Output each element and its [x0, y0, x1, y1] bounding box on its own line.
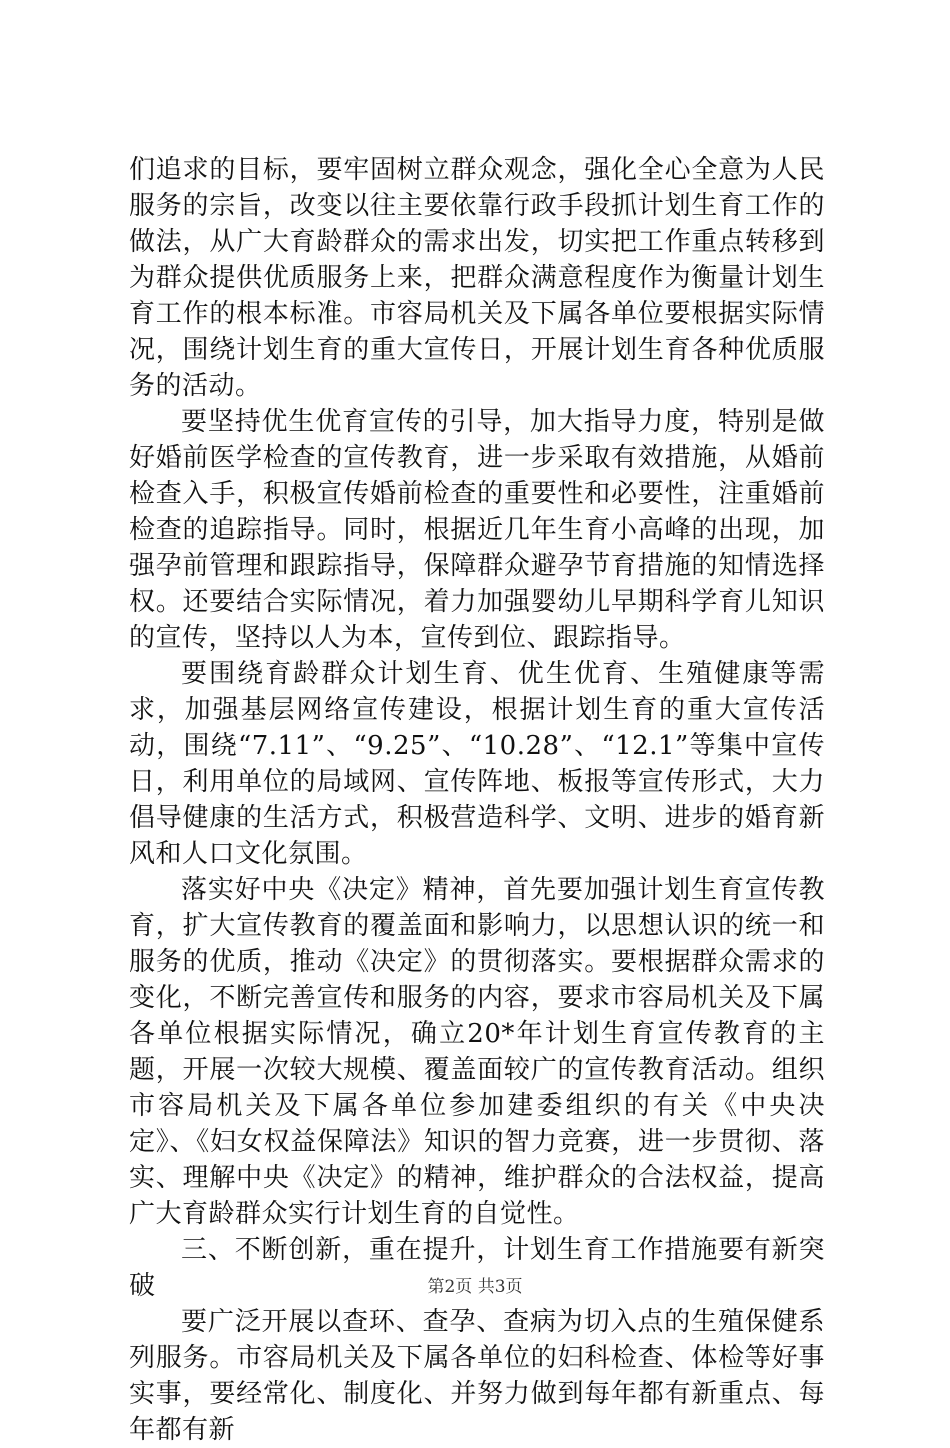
paragraph-prenatal-guidance: 要坚持优生优育宣传的引导，加大指导力度，特别是做好婚前医学检查的宣传教育，进一步采取有效措施，从婚前检查入手，积极宣传婚前检查的重要性和必要性，注重婚前检查的追踪指导。同时，根据近几年生育小高峰的出现，加强孕前管理和跟踪指导，保障群众避孕节育措施的知情选择权。还要结合实际情况，着力加强婴幼儿早期科学育儿知识的宣传，坚持以人为本，宣传到位、跟踪指导。: [129, 407, 825, 653]
paragraph-central-decision: 落实好中央《决定》精神，首先要加强计划生育宣传教育，扩大宣传教育的覆盖面和影响力，以思想认识的统一和服务的优质，推动《决定》的贯彻落实。要根据群众需求的变化，不断完善宣传和服务的内容，要求市容局机关及下属各单位根据实际情况，确立20*年计划生育宣传教育的主题，开展一次较大规模、覆盖面较广的宣传教育活动。组织市容局机关及下属各单位参加建委组织的有关《中央决定》、《妇女权益保障法》知识的智力竞赛，进一步贯彻、落实、理解中央《决定》的精神，维护群众的合法权益，提高广大育龄群众实行计划生育的自觉性。: [129, 875, 825, 1229]
document-body: [129, 152, 825, 1448]
page-number-footer: 第2页 共3页: [427, 1277, 523, 1297]
paragraph-continuation: 们追求的目标，要牢固树立群众观念，强化全心全意为人民服务的宗旨，改变以往主要依靠行政手段抓计划生育工作的做法，从广大育龄群众的需求出发，切实把工作重点转移到为群众提供优质服务上来，把群众满意程度作为衡量计划生育工作的根本标准。市容局机关及下属各单位要根据实际情况，围绕计划生育的重大宣传日，开展计划生育各种优质服务的活动。: [129, 155, 825, 401]
paragraph-publicity-days: 要围绕育龄群众计划生育、优生优育、生殖健康等需求，加强基层网络宣传建设，根据计划生育的重大宣传活动，围绕“7.11”、“9.25”、“10.28”、“12.1”等集中宣传日，利用单位的局域网、宣传阵地、板报等宣传形式，大力倡导健康的生活方式，积极营造科学、文明、进步的婚育新风和人口文化氛围。: [129, 659, 825, 869]
paragraph-reproductive-health: 要广泛开展以查环、查孕、查病为切入点的生殖保健系列服务。市容局机关及下属各单位的妇科检查、体检等好事实事，要经常化、制度化、并努力做到每年都有新重点、每年都有新: [129, 1307, 825, 1445]
section-heading: 三、不断创新，重在提升，计划生育工作措施要有新突破: [129, 1235, 825, 1301]
